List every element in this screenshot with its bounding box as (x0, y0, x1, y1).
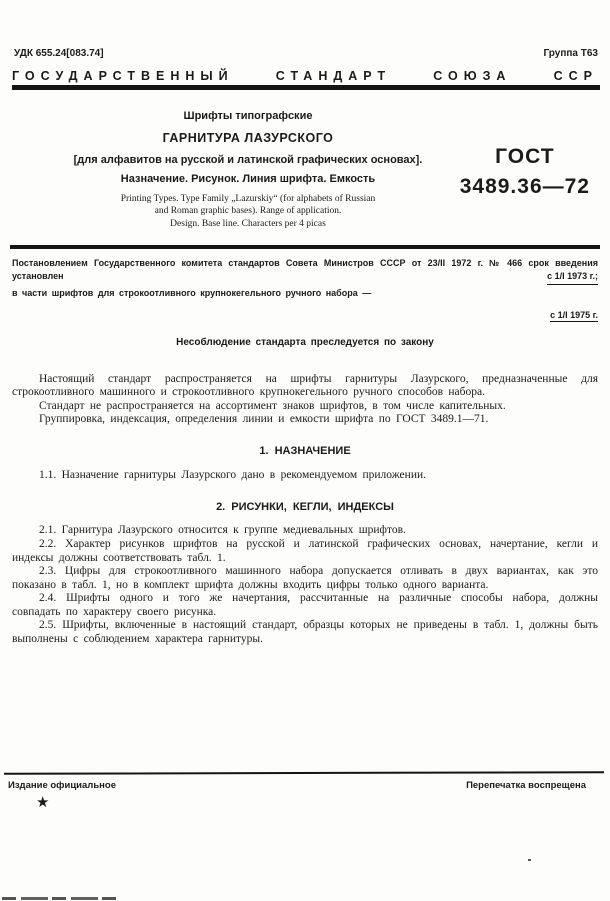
section2-paragraph-5: 2.5. Шрифты, включенные в настоящий стандарт, образцы которых не приведены в табл. 1, должны быть выполнены с соблюдением характера гарнитуры. (12, 619, 598, 645)
footer-rule (4, 771, 604, 775)
decree-row (12, 270, 598, 285)
section2-heading: 2. РИСУНКИ, КЕГЛИ, ИНДЕКСЫ (216, 500, 394, 513)
english-title-line2: and Roman graphic bases). Range of application. (154, 206, 342, 217)
gost-label: ГОСТ (495, 145, 555, 168)
decree-line2-left: установлен (12, 271, 64, 282)
title-block (0, 110, 610, 230)
official-edition (8, 780, 116, 811)
section1-paragraph-1: 1.1. Назначение гарнитуры Лазурского дано в рекомендуемом приложении. (39, 468, 426, 481)
official-edition-label: Издание официальное (8, 780, 116, 791)
document-subtitle: [для алфавитов на русской и латинской графических основах]. (73, 154, 423, 166)
section2-paragraph-2: 2.2. Характер рисунков шрифтов на русской и латинской графических основах, начертание, кегли и индексы должны соответствовать табл. 1. (12, 538, 598, 564)
effective-date-2-row (12, 309, 598, 322)
english-title (28, 193, 468, 230)
effective-date-1: с 1/I 1973 г.; (547, 270, 598, 285)
section1-heading: 1. НАЗНАЧЕНИЕ (259, 444, 351, 457)
law-notice: Несоблюдение стандарта преследуется по закону (176, 337, 434, 349)
gost-designation (460, 142, 590, 203)
gost-number: 3489.36—72 (459, 175, 590, 199)
star-icon: ★ (36, 794, 50, 811)
footer-row (8, 780, 586, 811)
intro-paragraph-2: Стандарт не распространяется на ассортимент знаков шрифтов, в том числе капительных. (39, 399, 506, 412)
english-title-line1: Printing Types. Type Family „Lazurskiy“ (for alphabets of Russian (120, 194, 376, 204)
intro-paragraph-3: Группировка, индексация, определения линии и емкости шрифта по ГОСТ 3489.1—71. (39, 413, 489, 426)
section2-paragraph-3: 2.3. Цифры для строкоотливного машинного набора допускается отливать в двух вариантах, как это показано в табл. 1, но в комплект шрифта должны входить цифры только одного варианта. (12, 565, 598, 591)
decree-line3: в части шрифтов для строкоотливного крупнокегельного ручного набора — (12, 288, 372, 299)
effective-date-2: с 1/I 1975 г. (550, 310, 598, 321)
intro-paragraph-1: Настоящий стандарт распространяется на шрифты гарнитуры Лазурского, предназначенные для строкоотливного машинного и строкоотливного крупнокегельного ручного способов набора. (12, 372, 598, 399)
page-footer (0, 772, 610, 811)
group-code: Группа Т63 (543, 48, 598, 59)
banner-underline-bar (12, 85, 600, 90)
title-column (28, 110, 468, 230)
title-separator-rule (10, 245, 600, 249)
document-body (12, 373, 598, 647)
document-title: ГАРНИТУРА ЛАЗУРСКОГО (162, 131, 334, 145)
document-scope: Назначение. Рисунок. Линия шрифта. Емкость (120, 173, 376, 185)
state-standard-banner: ГОСУДАРСТВЕННЫЙ СТАНДАРТ СОЮЗА ССР (12, 69, 598, 83)
section2-paragraph-4: 2.4. Шрифты одного и того же начертания, рассчитанные на различные способы набора, должны совпадать по характеру своего рисунка. (12, 592, 598, 618)
english-title-line3: Design. Base line. Characters per 4 picas (170, 218, 326, 229)
scan-artifact-smudge (2, 897, 120, 900)
section2-paragraph-1: 2.1. Гарнитура Лазурского относится к группе медиевальных шрифтов. (39, 524, 406, 537)
classification-row (14, 48, 598, 59)
decree-line1: Постановлением Государственного комитета стандартов Совета Министров СССР от 23/II 1972 г. № 466 срок введения (12, 258, 598, 269)
udk-code: УДК 655.24[083.74] (14, 48, 104, 59)
reprint-forbidden-label: Перепечатка воспрещена (466, 780, 586, 791)
scan-artifact-dot (528, 859, 531, 861)
document-subject: Шрифты типографские (183, 110, 313, 122)
decree-block (12, 257, 598, 351)
